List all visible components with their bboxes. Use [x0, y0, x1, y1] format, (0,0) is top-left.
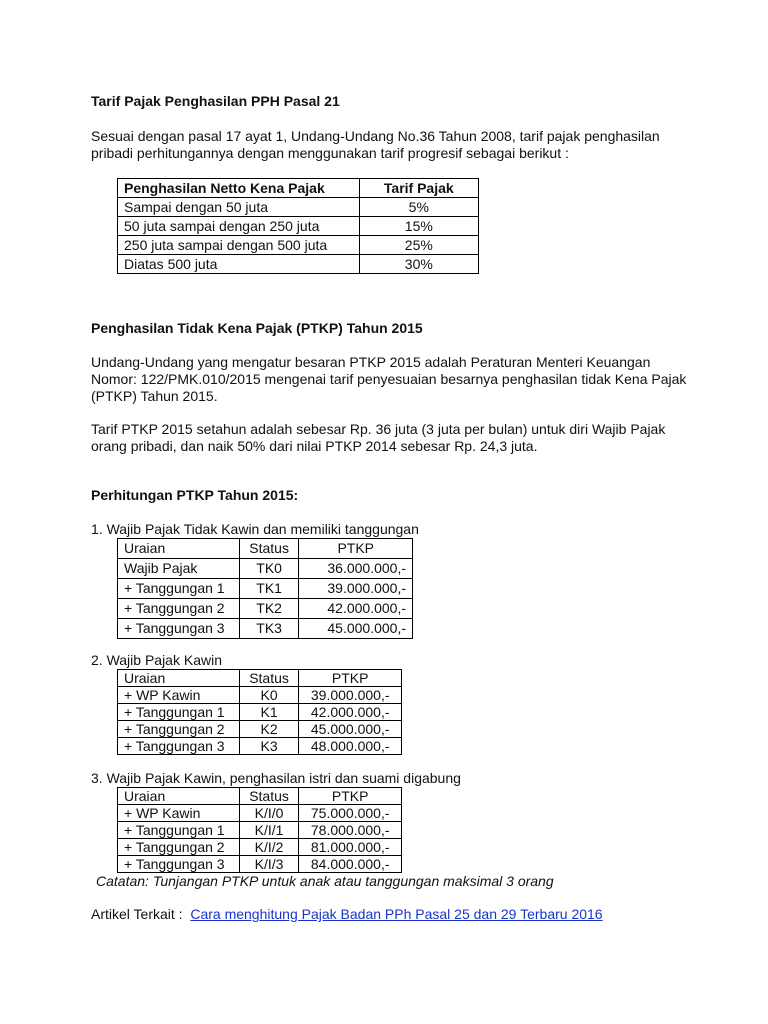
header-status: Status	[239, 670, 299, 687]
table-row	[118, 255, 479, 274]
cell-status: K/I/0	[239, 805, 299, 822]
cell-range: 250 juta sampai dengan 500 juta	[118, 236, 360, 255]
cell-rate: 15%	[359, 217, 478, 236]
related-article	[91, 906, 603, 923]
header-ptkp: PTKP	[299, 788, 402, 805]
intro-line-1: Sesuai dengan pasal 17 ayat 1, Undang-Undang No.36 Tahun 2008, tarif pajak penghasilan	[91, 128, 660, 144]
page-title: Tarif Pajak Penghasilan PPH Pasal 21	[91, 93, 340, 109]
table-row	[118, 236, 479, 255]
related-label: Artikel Terkait :	[91, 906, 183, 922]
cell-uraian: + Tanggungan 2	[118, 721, 240, 738]
table-row	[118, 738, 402, 755]
header-ptkp: PTKP	[299, 539, 413, 559]
para2-line-1: Tarif PTKP 2015 setahun adalah sebesar Rp. 36 juta (3 juta per bulan) untuk diri Wajib Pajak	[91, 421, 666, 437]
tk-table	[117, 538, 413, 639]
cell-uraian: + Tanggungan 1	[118, 579, 240, 599]
cell-uraian: + WP Kawin	[118, 687, 240, 704]
table-row	[118, 599, 413, 619]
cell-ptkp: 36.000.000,-	[299, 559, 413, 579]
cell-uraian: + Tanggungan 2	[118, 839, 240, 856]
cell-status: K0	[239, 687, 299, 704]
table-header-row	[118, 179, 479, 198]
cell-ptkp: 42.000.000,-	[299, 599, 413, 619]
intro-line-2: pribadi perhitungannya dengan menggunakan tarif progresif sebagai berikut :	[91, 145, 569, 161]
header-penghasilan: Penghasilan Netto Kena Pajak	[118, 179, 360, 198]
cell-ptkp: 81.000.000,-	[299, 839, 402, 856]
section3-title: 3. Wajib Pajak Kawin, penghasilan istri dan suami digabung	[91, 770, 461, 786]
table-row	[118, 559, 413, 579]
table-row	[118, 822, 402, 839]
cell-uraian: + Tanggungan 3	[118, 856, 240, 873]
cell-status: K/I/1	[239, 822, 299, 839]
cell-rate: 5%	[359, 198, 478, 217]
cell-ptkp: 84.000.000,-	[299, 856, 402, 873]
cell-uraian: + Tanggungan 2	[118, 599, 240, 619]
cell-range: Sampai dengan 50 juta	[118, 198, 360, 217]
cell-status: TK0	[239, 559, 299, 579]
header-uraian: Uraian	[118, 539, 240, 559]
tarif-table	[117, 178, 479, 274]
header-tarif: Tarif Pajak	[359, 179, 478, 198]
cell-rate: 25%	[359, 236, 478, 255]
para2-line-2: orang pribadi, dan naik 50% dari nilai PTKP 2014 sebesar Rp. 24,3 juta.	[91, 438, 538, 454]
table-header-row	[118, 788, 402, 805]
cell-ptkp: 45.000.000,-	[299, 619, 413, 639]
para1-line-3: (PTKP) Tahun 2015.	[91, 388, 218, 404]
cell-status: TK2	[239, 599, 299, 619]
header-status: Status	[239, 539, 299, 559]
header-uraian: Uraian	[118, 788, 240, 805]
k-table	[117, 669, 402, 755]
cell-range: 50 juta sampai dengan 250 juta	[118, 217, 360, 236]
cell-status: K2	[239, 721, 299, 738]
cell-status: K/I/3	[239, 856, 299, 873]
cell-range: Diatas 500 juta	[118, 255, 360, 274]
cell-uraian: Wajib Pajak	[118, 559, 240, 579]
cell-status: TK3	[239, 619, 299, 639]
ptkp-heading: Penghasilan Tidak Kena Pajak (PTKP) Tahun 2015	[91, 320, 423, 336]
table-row	[118, 839, 402, 856]
cell-status: TK1	[239, 579, 299, 599]
table-row	[118, 687, 402, 704]
calc-heading: Perhitungan PTKP Tahun 2015:	[91, 487, 299, 503]
cell-ptkp: 45.000.000,-	[299, 721, 402, 738]
ki-table	[117, 787, 402, 873]
header-ptkp: PTKP	[299, 670, 402, 687]
table-header-row	[118, 670, 402, 687]
para1-line-1: Undang-Undang yang mengatur besaran PTKP 2015 adalah Peraturan Menteri Keuangan	[91, 354, 651, 370]
cell-ptkp: 39.000.000,-	[299, 687, 402, 704]
cell-uraian: + Tanggungan 3	[118, 619, 240, 639]
table-row	[118, 217, 479, 236]
header-uraian: Uraian	[118, 670, 240, 687]
header-status: Status	[239, 788, 299, 805]
cell-status: K/I/2	[239, 839, 299, 856]
related-article-link[interactable]: Cara menghitung Pajak Badan PPh Pasal 25 dan 29 Terbaru 2016	[190, 906, 603, 922]
table-row	[118, 721, 402, 738]
cell-uraian: + Tanggungan 3	[118, 738, 240, 755]
table-row	[118, 805, 402, 822]
cell-ptkp: 78.000.000,-	[299, 822, 402, 839]
cell-ptkp: 39.000.000,-	[299, 579, 413, 599]
cell-uraian: + Tanggungan 1	[118, 704, 240, 721]
para1-line-2: Nomor: 122/PMK.010/2015 mengenai tarif penyesuaian besarnya penghasilan tidak Kena Pajak	[91, 371, 687, 387]
cell-ptkp: 48.000.000,-	[299, 738, 402, 755]
cell-uraian: + WP Kawin	[118, 805, 240, 822]
table-header-row	[118, 539, 413, 559]
table-row	[118, 856, 402, 873]
cell-ptkp: 42.000.000,-	[299, 704, 402, 721]
table-row	[118, 704, 402, 721]
cell-uraian: + Tanggungan 1	[118, 822, 240, 839]
section1-title: 1. Wajib Pajak Tidak Kawin dan memiliki tanggungan	[91, 521, 419, 537]
table-row	[118, 198, 479, 217]
section2-title: 2. Wajib Pajak Kawin	[91, 652, 222, 668]
cell-status: K3	[239, 738, 299, 755]
cell-status: K1	[239, 704, 299, 721]
note: Catatan: Tunjangan PTKP untuk anak atau tanggungan maksimal 3 orang	[96, 873, 554, 889]
cell-ptkp: 75.000.000,-	[299, 805, 402, 822]
cell-rate: 30%	[359, 255, 478, 274]
table-row	[118, 619, 413, 639]
table-row	[118, 579, 413, 599]
